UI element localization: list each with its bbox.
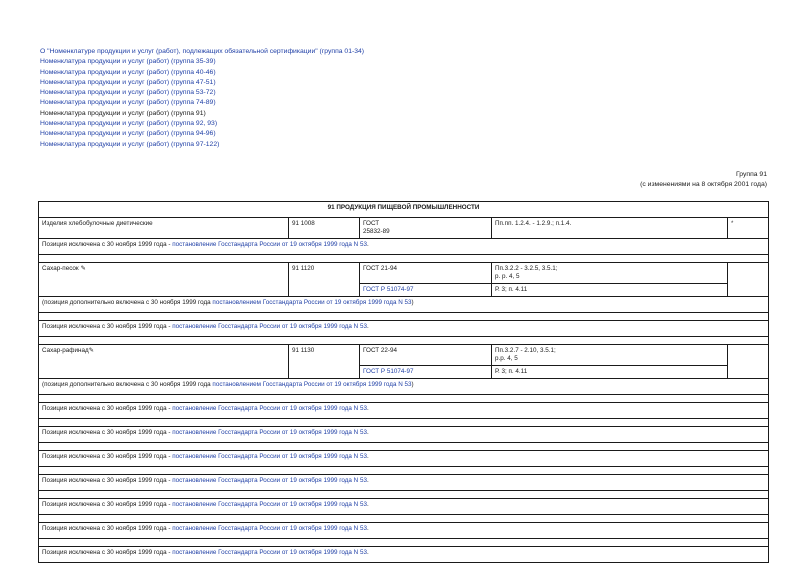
link-groups-40-46[interactable]: Номенклатура продукции и услуг (работ) (группа 40-46) — [40, 68, 216, 76]
requirements: Пп.3.2.7 - 2.10, 3.5.1; р.р. 4, 5 — [492, 345, 728, 366]
product-code: 91 1008 — [289, 218, 360, 239]
excluded-row: Позиция исключена с 30 ноября 1999 года - постановление Госстандарта России от 19 октября 1999 года N 53. — [39, 475, 769, 491]
product-name: Сахар-рафинад✎ — [39, 345, 289, 379]
decree-link[interactable]: постановление Госстандарта России от 19 октября 1999 года N 53 — [172, 429, 367, 436]
standard-doc: ГОСТ 21-94 — [360, 263, 492, 284]
product-name: Сахар-песок ✎ — [39, 263, 289, 297]
decree-link[interactable]: постановление Госстандарта России от 19 октября 1999 года N 53 — [172, 501, 367, 508]
link-groups-74-89[interactable]: Номенклатура продукции и услуг (работ) (группа 74-89) — [40, 99, 216, 107]
excluded-row: Позиция исключена с 30 ноября 1999 года - постановление Госстандарта России от 19 октября 1999 года N 53. — [39, 321, 769, 337]
product-name: Изделия хлебобулочные диетические — [39, 218, 289, 239]
excluded-row: Позиция исключена с 30 ноября 1999 года - постановление Госстандарта России от 19 октября 1999 года N 53. — [39, 499, 769, 515]
standard-doc: ГОСТ 25832-89 — [360, 218, 492, 239]
decree-link[interactable]: постановлением Госстандарта России от 19 октября 1999 года N 53 — [212, 299, 412, 306]
decree-link[interactable]: постановление Госстандарта России от 19 октября 1999 года N 53 — [172, 525, 367, 532]
excluded-row: Позиция исключена с 30 ноября 1999 года - постановление Госстандарта России от 19 октября 1999 года N 53. — [39, 451, 769, 467]
decree-link[interactable]: постановление Госстандарта России от 19 октября 1999 года N 53 — [172, 453, 367, 460]
excluded-row: Позиция исключена с 30 ноября 1999 года - постановление Госстандарта России от 19 октября 1999 года N 53. — [39, 427, 769, 443]
mark-cell — [728, 345, 769, 379]
current-group-91: Номенклатура продукции и услуг (работ) (группа 91) — [40, 109, 206, 117]
table-title: 91 ПРОДУКЦИЯ ПИЩЕВОЙ ПРОМЫШЛЕННОСТИ — [39, 202, 769, 218]
excluded-row: Позиция исключена с 30 ноября 1999 года - постановление Госстандарта России от 19 октября 1999 года N 53. — [39, 403, 769, 419]
requirements: Р. 3; п. 4.11 — [492, 284, 728, 297]
standard-doc-link[interactable]: ГОСТ Р 51074-97 — [360, 366, 492, 379]
decree-link[interactable]: постановление Госстандарта России от 19 октября 1999 года N 53 — [172, 549, 367, 556]
decree-link[interactable]: постановление Госстандарта России от 19 октября 1999 года N 53 — [172, 323, 367, 330]
table-title-row — [39, 202, 769, 218]
table-row — [39, 218, 769, 239]
link-groups-94-96[interactable]: Номенклатура продукции и услуг (работ) (группа 94-96) — [40, 130, 216, 138]
table-row — [39, 263, 769, 284]
requirements: Пп.пп. 1.2.4. - 1.2.9.; п.1.4. — [492, 218, 728, 239]
requirements: Пп.3.2.2 - 3.2.5, 3.5.1; р. р. 4, 5 — [492, 263, 728, 284]
link-groups-92-93[interactable]: Номенклатура продукции и услуг (работ) (группа 92, 93) — [40, 120, 218, 128]
pencil-icon: ✎ — [88, 347, 94, 354]
decree-link[interactable]: постановление Госстандарта России от 19 октября 1999 года N 53 — [172, 477, 367, 484]
decree-link[interactable]: постановлением Госстандарта России от 19 октября 1999 года N 53 — [212, 381, 412, 388]
inclusion-note-row: (позиция дополнительно включена с 30 ноября 1999 года постановлением Госстандарта России от 19 октября 1999 года N 53) — [39, 379, 769, 395]
group-title: Группа 91 — [736, 171, 767, 178]
inclusion-note-row: (позиция дополнительно включена с 30 ноября 1999 года постановлением Госстандарта России от 19 октября 1999 года N 53) — [39, 297, 769, 313]
decree-link[interactable]: постановление Госстандарта России от 19 октября 1999 года N 53 — [172, 241, 367, 248]
mark-cell — [728, 263, 769, 297]
excluded-row: Позиция исключена с 30 ноября 1999 года - постановление Госстандарта России от 19 октября 1999 года N 53. — [39, 547, 769, 563]
link-groups-53-72[interactable]: Номенклатура продукции и услуг (работ) (группа 53-72) — [40, 89, 216, 97]
excluded-row: Позиция исключена с 30 ноября 1999 года - постановление Госстандарта России от 19 октября 1999 года N 53. — [39, 523, 769, 539]
standard-doc: ГОСТ 22-94 — [360, 345, 492, 366]
standard-doc-link[interactable]: ГОСТ Р 51074-97 — [360, 284, 492, 297]
link-groups-35-39[interactable]: Номенклатура продукции и услуг (работ) (группа 35-39) — [40, 58, 216, 66]
link-groups-47-51[interactable]: Номенклатура продукции и услуг (работ) (группа 47-51) — [40, 78, 216, 86]
group-note: (с изменениями на 8 октября 2001 года) — [640, 181, 767, 188]
decree-link[interactable]: постановление Госстандарта России от 19 октября 1999 года N 53 — [172, 405, 367, 412]
product-code: 91 1130 — [289, 345, 360, 379]
excluded-row: Позиция исключена с 30 ноября 1999 года - постановление Госстандарта России от 19 октября 1999 года N 53. — [39, 239, 769, 255]
requirements: Р. 3; п. 4.11 — [492, 366, 728, 379]
mark-cell: * — [728, 218, 769, 239]
product-code: 91 1120 — [289, 263, 360, 297]
link-groups-01-34[interactable]: О "Номенклатуре продукции и услуг (работ), подлежащих обязательной сертификации" (группа 01-34) — [40, 48, 365, 55]
pencil-icon: ✎ — [80, 265, 86, 272]
table-row — [39, 345, 769, 366]
group-heading — [640, 170, 767, 190]
link-groups-97-122[interactable]: Номенклатура продукции и услуг (работ) (группа 97-122) — [40, 140, 220, 148]
certification-table — [38, 201, 769, 563]
document-links — [40, 47, 364, 150]
